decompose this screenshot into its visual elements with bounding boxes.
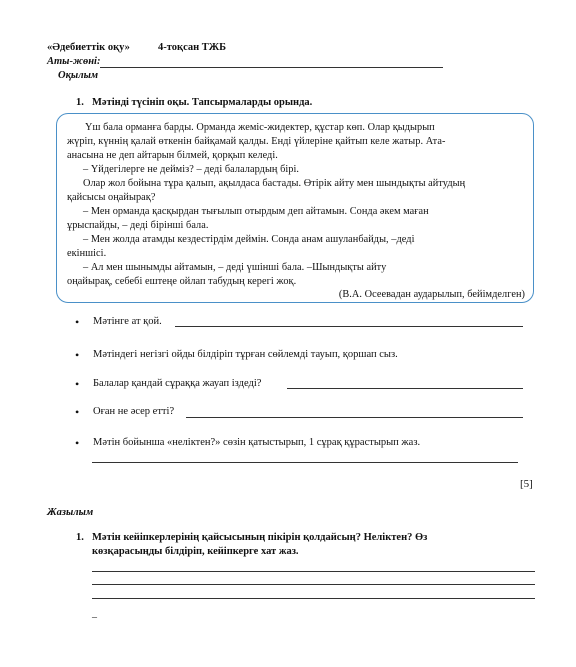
bullet-icon: • [75,405,80,419]
question-3: Балалар қандай сұраққа жауап іздеді? [93,378,262,389]
story-line: анасына не деп айтарын білмей, қорқып келеді. [67,150,278,161]
term-title: 4-тоқсан ТЖБ [158,42,227,53]
story-line: оңайырақ, себебі ештеңе ойлап табудың керегі жоқ. [67,276,297,287]
question-4: Оған не әсер етті? [93,406,175,417]
name-answer-line[interactable] [100,67,443,68]
section-reading-title: Оқылым [58,70,99,81]
writing-line-2[interactable] [92,584,535,585]
question-2: Мәтіндегі негізгі ойды білдіріп тұрған сөйлемді тауып, қоршап сыз. [93,349,398,360]
name-label: Аты-жөні: [47,56,101,67]
question-1: Мәтінге ат қой. [93,316,162,327]
writing-line-1[interactable] [92,571,535,572]
score-mark: [5] [520,478,533,490]
story-line: жүріп, күннің қалай өткенін байқамай қалды. Енді үйлеріне қайтып келе жатыр. Ата- [67,136,446,147]
story-line: – Мен жолда атамды кездестірдім деймін. Сонда анам ашуланбайды, –деді [83,234,415,245]
story-line: – Ал мен шынымды айтамын, – деді үшінші бала. –Шындықты айту [83,262,387,273]
story-line: – Мен орманда қасқырдан тығылып отырдым деп айтамын. Сонда әкем маған [83,206,429,217]
bullet-icon: • [75,315,80,329]
story-line: Олар жол бойына тұра қалып, ақылдаса бастады. Өтірік айту мен шындықты айтудың [83,178,466,189]
answer-line-1[interactable] [175,326,523,327]
task2-line2: көзқарасыңды білдіріп, кейіпкерге хат жаз. [92,546,299,557]
answer-line-5[interactable] [92,462,518,463]
answer-line-4[interactable] [186,417,523,418]
writing-line-3[interactable] [92,598,535,599]
answer-line-3[interactable] [287,388,523,389]
story-line: ұрыспайды, – деді біріншi бала. [67,220,209,231]
subject-title: «Әдебиеттік оқу» [47,42,130,53]
story-line: екіншісі. [67,248,107,259]
story-text-box [56,113,534,303]
story-line: – Үйдегілерге не дейміз? – деді балалардың бірі. [83,164,300,175]
bullet-icon: • [75,436,80,450]
task1-instruction: Мәтінді түсініп оқы. Тапсырмаларды орында. [92,97,313,108]
bullet-icon: • [75,377,80,391]
story-line: қайсысы оңайырақ? [67,192,156,203]
story-source: (В.А. Осеевадан аударылып, бейімделген) [338,289,525,300]
question-5: Мәтін бойынша «неліктен?» сөзін қатыстырып, 1 сұрақ құрастырып жаз. [93,437,421,448]
task1-number: 1. [76,97,84,108]
task2-number: 1. [76,532,84,543]
trailing-dash: – [92,612,97,623]
task2-line1: Мәтін кейіпкерлерінің қайсысының пікірін қолдайсың? Неліктен? Өз [92,532,428,543]
story-line: Үш бала орманға барды. Орманда жеміс-жидектер, құстар көп. Олар қыдырып [85,122,435,133]
section-writing-title: Жазылым [47,507,94,518]
bullet-icon: • [75,348,80,362]
